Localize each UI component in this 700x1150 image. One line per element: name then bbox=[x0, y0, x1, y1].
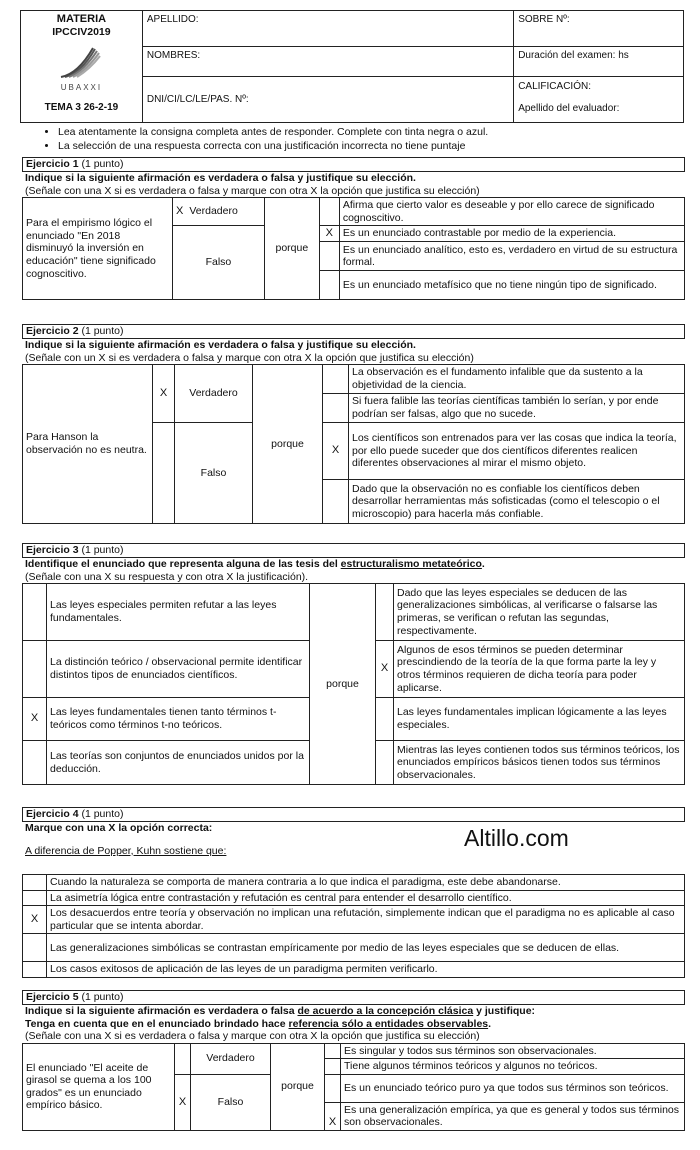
ej3-left-mark[interactable] bbox=[23, 641, 47, 698]
instruction-item: • La selección de una respuesta correcta con una justificación incorrecta no tiene puntaje bbox=[58, 139, 690, 153]
exercise-subinstruction: (Señale con una X su respuesta y con otra X la justificación). bbox=[25, 570, 309, 583]
ej1-option-mark[interactable] bbox=[319, 242, 339, 271]
ej1-option-text: Afirma que cierto valor es deseable y por ello carece de significado cognoscitivo. bbox=[339, 198, 684, 226]
ej2-porque: porque bbox=[253, 365, 323, 524]
ej5-option-text: Tiene algunos términos teóricos y algunos no teóricos. bbox=[341, 1059, 685, 1075]
exercise-title: Ejercicio 4 (1 punto) bbox=[22, 807, 685, 821]
exercise-title: Ejercicio 5 (1 punto) bbox=[22, 990, 685, 1004]
ej3-right-mark[interactable] bbox=[376, 741, 394, 785]
ej3-left-mark[interactable]: X bbox=[23, 698, 47, 741]
ej1-true-label: Verdadero bbox=[186, 198, 264, 226]
dni-field[interactable]: DNI/CI/LC/LE/PAS. Nº: bbox=[142, 77, 513, 123]
exercise-instruction: Identifique el enunciado que representa alguna de las tesis del estructuralismo metateórico. bbox=[22, 557, 685, 571]
exercise-1 bbox=[22, 157, 685, 300]
ej3-left-mark[interactable] bbox=[23, 741, 47, 785]
ej5-option-mark[interactable] bbox=[325, 1043, 341, 1059]
exercise-subinstruction: (Señale con una X si es verdadera o falsa y marque con otra X la opción que justifica su elección) bbox=[25, 1030, 480, 1042]
ej3-right-mark[interactable] bbox=[376, 698, 394, 741]
instructions-list bbox=[0, 125, 690, 153]
ej3-table bbox=[22, 583, 685, 785]
ej1-porque: porque bbox=[264, 198, 319, 300]
ej1-table bbox=[22, 197, 685, 300]
ej4-option-text: Los desacuerdos entre teoría y observación no implican una refutación, simplemente indican que el paradigma no es aplicable al caso particular que se intenta abordar. bbox=[47, 906, 685, 934]
exercise-instruction: Marque con una X la opción correcta: bbox=[22, 821, 685, 835]
exercise-title: Ejercicio 3 (1 punto) bbox=[22, 543, 685, 557]
ej1-false-label: Falso bbox=[205, 256, 232, 269]
ej5-option-text: Es una generalización empírica, ya que es general y todos sus términos son observacionales. bbox=[341, 1102, 685, 1130]
ej2-option-mark[interactable] bbox=[323, 365, 349, 394]
calificacion-cell[interactable] bbox=[514, 77, 684, 123]
ej2-false-label: Falso bbox=[175, 423, 253, 524]
ej4-table bbox=[22, 874, 685, 978]
ej5-option-mark[interactable] bbox=[325, 1059, 341, 1075]
exercise-5 bbox=[22, 990, 685, 1131]
altillo-watermark: Altillo.com bbox=[464, 825, 569, 851]
exercise-4 bbox=[22, 807, 685, 978]
duracion-label: Duración del examen: hs bbox=[514, 47, 684, 77]
ej3-right-text: Algunos de esos términos se pueden determinar prescindiendo de la teoría de la que forma parte la ley y otros términos requieren de dicha teoría para poder aplicarse. bbox=[394, 641, 685, 698]
ej2-table bbox=[22, 364, 685, 524]
ej5-statement: El enunciado "El aceite de girasol se quema a los 100 grados" es un enunciado empírico básico. bbox=[23, 1043, 175, 1130]
ubaxxi-logo-icon bbox=[51, 43, 111, 83]
ej2-option-mark[interactable]: X bbox=[323, 423, 349, 480]
ej5-true-label: Verdadero bbox=[191, 1043, 271, 1074]
ej1-true-mark[interactable]: X bbox=[173, 198, 187, 226]
ej1-option-mark[interactable]: X bbox=[319, 226, 339, 242]
ej4-option-mark[interactable] bbox=[23, 934, 47, 962]
ej3-porque: porque bbox=[310, 584, 376, 785]
exercise-instruction: Indique si la siguiente afirmación es verdadera o falsa de acuerdo a la concepción clásica y justifique: bbox=[22, 1004, 685, 1018]
ej4-option-mark[interactable]: X bbox=[23, 906, 47, 934]
materia-label: MATERIA bbox=[56, 13, 107, 25]
ej4-option-text: La asimetría lógica entre contrastación y refutación es central para entender el desarrollo científico. bbox=[47, 890, 685, 906]
ej4-option-text: Los casos exitosos de aplicación de las leyes de un paradigma permiten verificarlo. bbox=[47, 962, 685, 978]
ej5-porque: porque bbox=[271, 1043, 325, 1130]
apellido-field[interactable]: APELLIDO: bbox=[142, 11, 513, 47]
ej2-option-mark[interactable] bbox=[323, 394, 349, 423]
logo-text: UBAXXI bbox=[60, 82, 103, 92]
materia-code: IPCCIV2019 bbox=[52, 26, 111, 39]
ej3-left-text: La distinción teórico / observacional permite identificar distintos tipos de enunciados científicos. bbox=[47, 641, 310, 698]
evaluador-label: Apellido del evaluador: bbox=[518, 103, 620, 114]
exercise-instruction: Indique si la siguiente afirmación es verdadera o falsa y justifique su elección. bbox=[22, 338, 685, 352]
ej4-option-text: Las generalizaciones simbólicas se contrastan empíricamente por medio de las leyes especiales que se deducen de ellas. bbox=[47, 934, 685, 962]
ej2-true-mark[interactable]: X bbox=[153, 365, 175, 423]
ej1-option-text: Es un enunciado analítico, esto es, verdadero en virtud de su estructura formal. bbox=[339, 242, 684, 271]
ej2-option-text: Los científicos son entrenados para ver las cosas que indica la teoría, por ello puede suceder que dos científicos diferentes realicen diferentes observaciones al mirar el mismo objeto. bbox=[349, 423, 685, 480]
exercise-instruction: Indique si la siguiente afirmación es verdadera o falsa y justifique su elección. bbox=[22, 171, 685, 185]
ej2-option-text: Si fuera falible las teorías científicas también lo serían, y por ende podrían ser falsas, algo que no sucede. bbox=[349, 394, 685, 423]
ej2-option-mark[interactable] bbox=[323, 480, 349, 524]
ej4-option-mark[interactable] bbox=[23, 875, 47, 891]
ej1-option-text: Es un enunciado metafísico que no tiene ningún tipo de significado. bbox=[339, 271, 684, 300]
ej5-true-mark[interactable] bbox=[175, 1043, 191, 1074]
ej4-option-mark[interactable] bbox=[23, 890, 47, 906]
ej1-false-cell[interactable] bbox=[173, 226, 265, 300]
exercise-title: Ejercicio 1 (1 punto) bbox=[22, 157, 685, 171]
ej3-right-text: Las leyes fundamentales implican lógicamente a las leyes especiales. bbox=[394, 698, 685, 741]
ej4-option-mark[interactable] bbox=[23, 962, 47, 978]
tema-label: TEMA 3 26-2-19 bbox=[44, 102, 119, 114]
ej5-option-mark[interactable]: X bbox=[325, 1102, 341, 1130]
ej5-false-label: Falso bbox=[191, 1074, 271, 1130]
ej3-right-text: Mientras las leyes contienen todos sus términos teóricos, los enunciados empíricos básicos tienen todos sus términos observacionales. bbox=[394, 741, 685, 785]
exam-header bbox=[20, 10, 684, 123]
exercise-note: Tenga en cuenta que en el enunciado brindado hace referencia sólo a entidades observables. bbox=[25, 1017, 492, 1030]
instruction-item: • Lea atentamente la consigna completa antes de responder. Complete con tinta negra o azul. bbox=[58, 125, 690, 139]
ej1-option-text: Es un enunciado contrastable por medio de la experiencia. bbox=[339, 226, 684, 242]
exercise-subinstruction: (Señale con una X si es verdadera o falsa y marque con otra X la opción que justifica su elección) bbox=[25, 184, 480, 197]
subject-cell bbox=[21, 11, 143, 123]
ej3-left-text: Las leyes especiales permiten refutar a las leyes fundamentales. bbox=[47, 584, 310, 641]
ej5-false-mark[interactable]: X bbox=[175, 1074, 191, 1130]
ej3-left-mark[interactable] bbox=[23, 584, 47, 641]
ej3-right-mark[interactable]: X bbox=[376, 641, 394, 698]
ej5-table bbox=[22, 1043, 685, 1131]
exercise-2 bbox=[22, 324, 685, 524]
ej2-option-text: Dado que la observación no es confiable los científicos deben desarrollar herramientas más sofisticadas (como el telescopio o el microscopio) para hacerla más confiable. bbox=[349, 480, 685, 524]
ej3-left-text: Las leyes fundamentales tienen tanto términos t-teóricos como términos t-no teóricos. bbox=[47, 698, 310, 741]
ej1-option-mark[interactable] bbox=[319, 271, 339, 300]
ej5-option-text: Es singular y todos sus términos son observacionales. bbox=[341, 1043, 685, 1059]
exercise-subinstruction: A diferencia de Popper, Kuhn sostiene que: bbox=[25, 844, 227, 857]
exercise-subinstruction: (Señale con un X si es verdadera o falsa y marque con otra X la opción que justifica su elección) bbox=[25, 351, 474, 364]
sobre-field[interactable]: SOBRE Nº: bbox=[514, 11, 684, 47]
ej1-statement: Para el empirismo lógico el enunciado "En 2018 disminuyó la inversión en educación" tiene significado cognoscitivo. bbox=[23, 198, 173, 300]
exercise-3 bbox=[22, 543, 685, 785]
ej1-option-mark[interactable] bbox=[319, 198, 339, 226]
ej2-option-text: La observación es el fundamento infalible que da sustento a la objetividad de la ciencia. bbox=[349, 365, 685, 394]
nombres-field[interactable]: NOMBRES: bbox=[142, 47, 513, 77]
ej3-left-text: Las teorías son conjuntos de enunciados unidos por la deducción. bbox=[47, 741, 310, 785]
ej2-true-label: Verdadero bbox=[175, 365, 253, 423]
ej5-option-mark[interactable] bbox=[325, 1074, 341, 1102]
ej5-option-text: Es un enunciado teórico puro ya que todos sus términos son teóricos. bbox=[341, 1074, 685, 1102]
ej4-option-text: Cuando la naturaleza se comporta de manera contraria a lo que indica el paradigma, este debe abandonarse. bbox=[47, 875, 685, 891]
ej3-right-mark[interactable] bbox=[376, 584, 394, 641]
ej2-false-mark[interactable] bbox=[153, 423, 175, 524]
calificacion-label: CALIFICACIÓN: bbox=[518, 81, 591, 92]
ej3-right-text: Dado que las leyes especiales se deducen de las generalizaciones simbólicas, al verificarse o falsarse las primeras, se verifican o refutan las segundas, respectivamente. bbox=[394, 584, 685, 641]
exercise-title: Ejercicio 2 (1 punto) bbox=[22, 324, 685, 338]
ej2-statement: Para Hanson la observación no es neutra. bbox=[23, 365, 153, 524]
